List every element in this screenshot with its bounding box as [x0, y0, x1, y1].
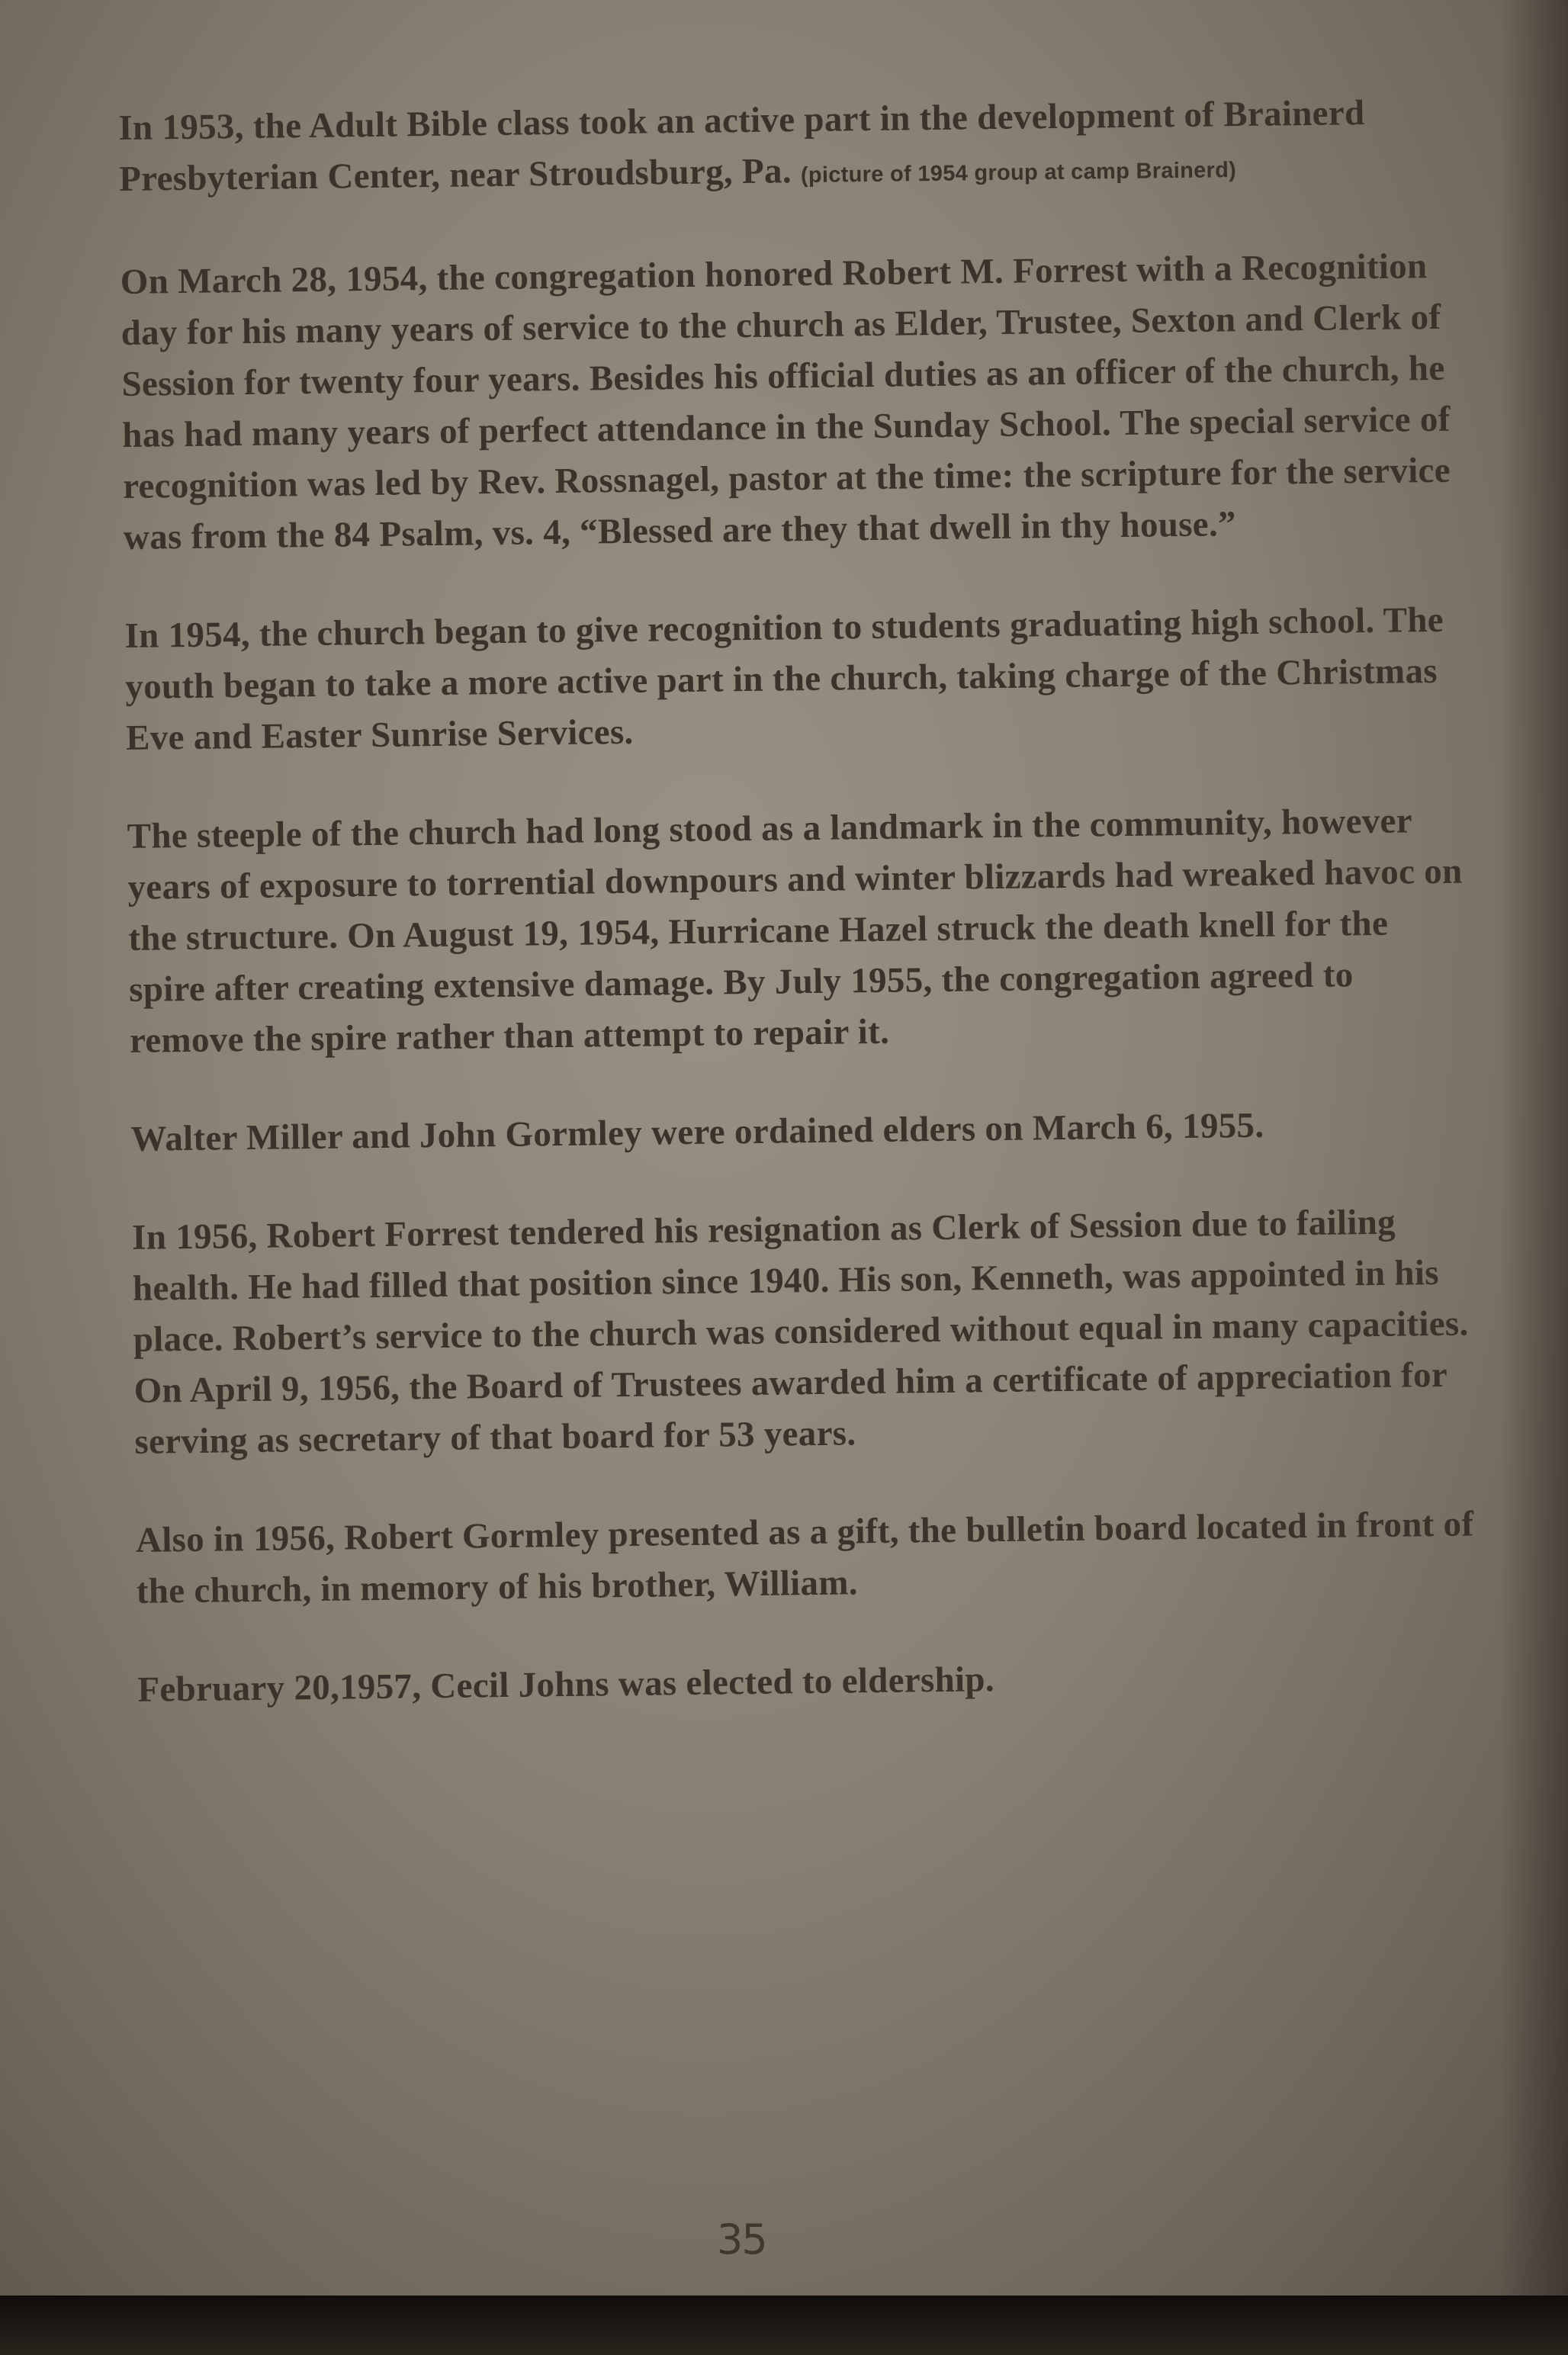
- paragraph-recognition-day: On March 28, 1954, the congregation honored Robert M. Forrest with a Recognition day for his many years of service to the church as Elder, Trustee, Sexton and Clerk of Session for twenty four years. Besides his official duties as an officer of the church, he has had many years of perfect attendance in the Sunday School. The special service of recognition was led by Rev. Rossnagel, pastor at the time: the scripture for the service was from the 84 Psalm, vs. 4, “Blessed are they that dwell in thy house.”: [120, 246, 1451, 557]
- paragraph-eldership: February 20,1957, Cecil Johns was elected to eldership.: [137, 1659, 995, 1710]
- page-number: 35: [717, 2215, 766, 2263]
- picture-note: (picture of 1954 group at camp Brainerd): [800, 158, 1237, 188]
- paragraph-steeple: The steeple of the church had long stood as a landmark in the community, however years of exposure to torrential downpours and winter blizzards had wreaked havoc on the structure. On August 19, 1954, Hurricane Hazel struck the death knell for the spire after creating extensive damage. By July 1955, the congregation agreed to remove the spire rather than attempt to repair it.: [127, 801, 1463, 1061]
- page-body: [118, 86, 1480, 1762]
- paragraph-elders-ordained: Walter Miller and John Gormley were ordained elders on March 6, 1955.: [130, 1105, 1264, 1159]
- paragraph-brainerd-center: [118, 86, 1462, 209]
- paragraph-bulletin-board: Also in 1956, Robert Gormley presented as a gift, the bulletin board located in front of the church, in memory of his brother, William.: [135, 1504, 1474, 1611]
- paragraph-clerk-resignation: In 1956, Robert Forrest tendered his resignation as Clerk of Session due to failing health. He had filled that position since 1940. His son, Kenneth, was appointed in his place. Robert’s service to the church was considered without equal in many capacities. On April 9, 1956, the Board of Trustees awarded him a certificate of appreciation for serving as secretary of that board for 53 years.: [131, 1202, 1469, 1462]
- paragraph-text: In 1953, the Adult Bible class took an active part in the development of Brainerd Presbyterian Center, near Stroudsburg, Pa.: [118, 93, 1365, 199]
- page-bottom-edge: [0, 2296, 1568, 2355]
- paragraph-graduates-recognition: In 1954, the church began to give recognition to students graduating high school. The youth began to take a more active part in the church, taking charge of the Christmas Eve and Easter Sunrise Services.: [124, 599, 1444, 758]
